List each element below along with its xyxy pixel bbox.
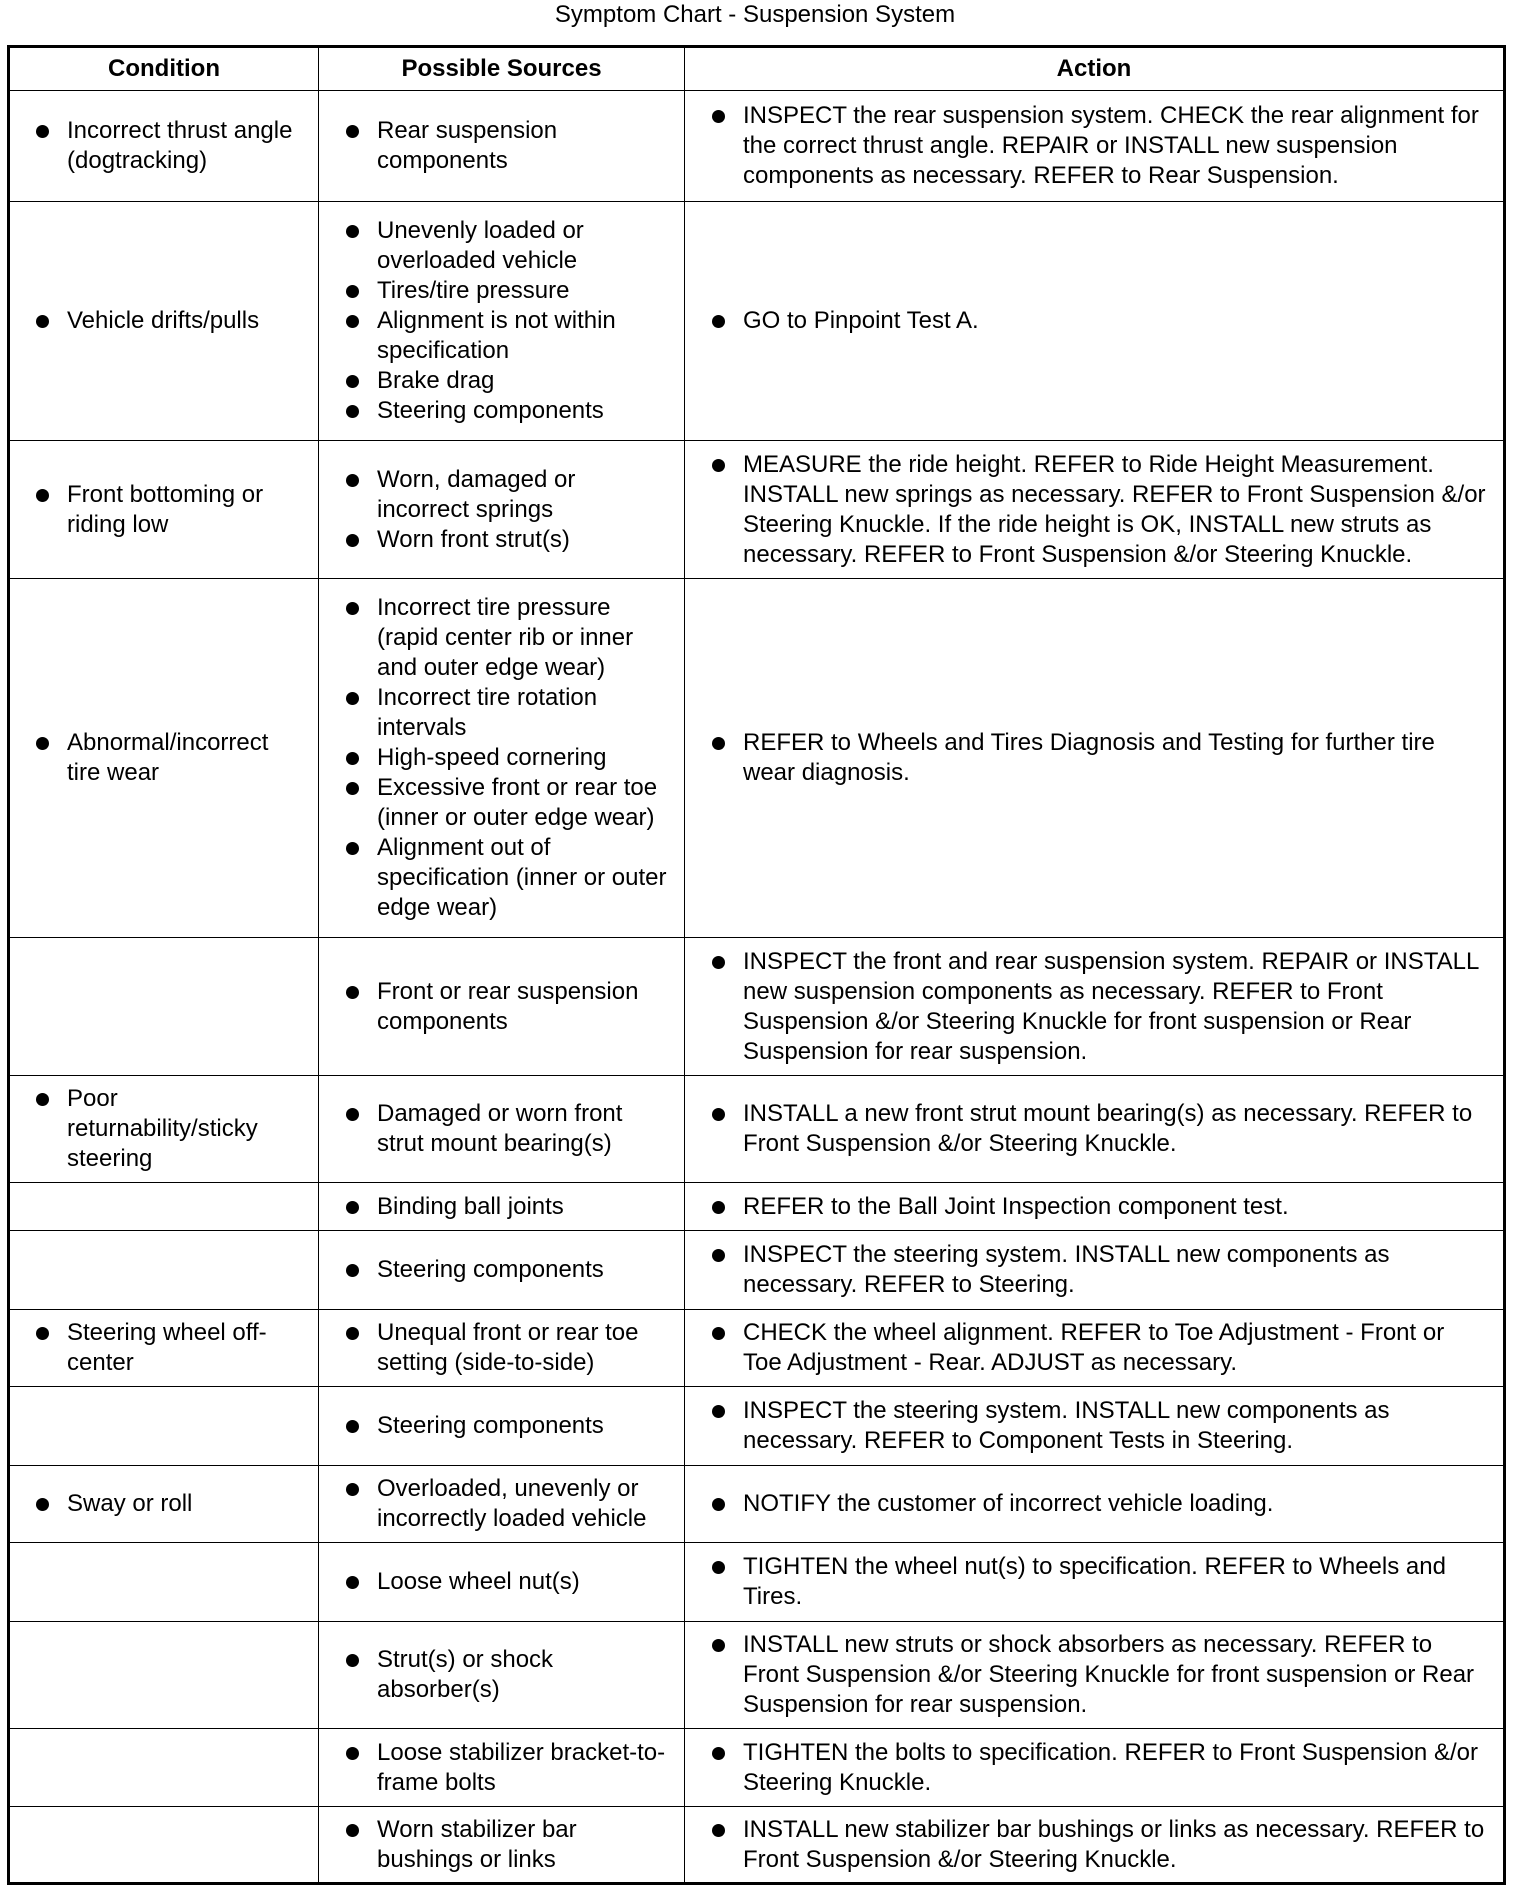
sources-cell [319,1183,685,1231]
action-text: CHECK the wheel alignment. REFER to Toe Adjustment - Front or Toe Adjustment - Rear. ADJUST as necessary. [685,1318,1489,1378]
condition-cell [9,1729,319,1807]
condition-text: Poor returnability/sticky steering [10,1084,304,1174]
header-possible-sources: Possible Sources [319,47,685,91]
condition-cell [9,1183,319,1231]
source-item: Unevenly loaded or overloaded vehicle [319,216,670,276]
action-cell [685,938,1505,1076]
action-text: NOTIFY the customer of incorrect vehicle loading. [685,1489,1489,1519]
sources-cell [319,202,685,441]
condition-text: Abnormal/incorrect tire wear [10,728,304,788]
sources-cell [319,1622,685,1729]
table-row [9,579,1505,938]
source-item: Steering components [319,1255,670,1285]
table-row [9,1729,1505,1807]
source-item: Worn front strut(s) [319,525,670,555]
condition-cell [9,1231,319,1310]
source-item: Damaged or worn front strut mount bearing(s) [319,1099,670,1159]
action-text: INSPECT the front and rear suspension system. REPAIR or INSTALL new suspension components as necessary. REFER to Front Suspension &/or Steering Knuckle for front suspension or Rear Suspension for rear suspension. [685,947,1489,1067]
action-text: TIGHTEN the bolts to specification. REFER to Front Suspension &/or Steering Knuckle. [685,1738,1489,1798]
action-cell [685,1310,1505,1387]
source-item: Tires/tire pressure [319,276,670,306]
source-item: Incorrect tire pressure (rapid center rib or inner and outer edge wear) [319,593,670,683]
condition-cell [9,938,319,1076]
action-text: INSPECT the steering system. INSTALL new components as necessary. REFER to Steering. [685,1240,1489,1300]
source-item: Alignment is not within specification [319,306,670,366]
action-cell [685,1543,1505,1622]
source-item: Loose stabilizer bracket-to-frame bolts [319,1738,670,1798]
action-cell [685,1466,1505,1543]
table-row [9,202,1505,441]
condition-text: Sway or roll [10,1489,304,1519]
condition-text: Incorrect thrust angle (dogtracking) [10,116,304,176]
table-row [9,1183,1505,1231]
condition-cell [9,579,319,938]
source-item: Binding ball joints [319,1192,670,1222]
action-cell [685,1183,1505,1231]
action-text: REFER to Wheels and Tires Diagnosis and Testing for further tire wear diagnosis. [685,728,1489,788]
sources-cell [319,1543,685,1622]
action-text: INSPECT the rear suspension system. CHECK the rear alignment for the correct thrust angle. REPAIR or INSTALL new suspension components as necessary. REFER to Rear Suspension. [685,101,1489,191]
table-row [9,441,1505,579]
source-item: Overloaded, unevenly or incorrectly loaded vehicle [319,1474,670,1534]
header-action: Action [685,47,1505,91]
source-item: Alignment out of specification (inner or outer edge wear) [319,833,670,923]
sources-cell [319,1466,685,1543]
condition-cell [9,1076,319,1183]
action-text: MEASURE the ride height. REFER to Ride Height Measurement. INSTALL new springs as necessary. REFER to Front Suspension &/or Steering Knuckle. If the ride height is OK, INSTALL new struts as necessary. REFER to Front Suspension &/or Steering Knuckle. [685,450,1489,570]
action-cell [685,441,1505,579]
source-item: Brake drag [319,366,670,396]
action-cell [685,1387,1505,1466]
sources-cell [319,1231,685,1310]
condition-cell [9,1466,319,1543]
header-condition: Condition [9,47,319,91]
action-cell [685,1231,1505,1310]
table-row [9,1310,1505,1387]
condition-text: Front bottoming or riding low [10,480,304,540]
source-item: Unequal front or rear toe setting (side-to-side) [319,1318,670,1378]
condition-cell [9,1807,319,1884]
sources-cell [319,1387,685,1466]
source-item: Worn stabilizer bar bushings or links [319,1815,670,1875]
condition-cell [9,1310,319,1387]
source-item: Worn, damaged or incorrect springs [319,465,670,525]
sources-cell [319,938,685,1076]
condition-text: Vehicle drifts/pulls [10,306,304,336]
action-cell [685,1807,1505,1884]
chart-title: Symptom Chart - Suspension System [554,1,956,28]
table-row [9,1622,1505,1729]
sources-cell [319,1076,685,1183]
source-item: Incorrect tire rotation intervals [319,683,670,743]
source-item: Steering components [319,1411,670,1441]
source-item: High-speed cornering [319,743,670,773]
table-row [9,91,1505,202]
sources-cell [319,1807,685,1884]
action-cell [685,1729,1505,1807]
table-row [9,1807,1505,1884]
symptom-chart-table [7,45,1506,1885]
condition-text: Steering wheel off-center [10,1318,304,1378]
table-row [9,1543,1505,1622]
sources-cell [319,91,685,202]
condition-cell [9,202,319,441]
sources-cell [319,579,685,938]
condition-cell [9,91,319,202]
action-text: REFER to the Ball Joint Inspection component test. [685,1192,1489,1222]
sources-cell [319,1310,685,1387]
action-text: TIGHTEN the wheel nut(s) to specification. REFER to Wheels and Tires. [685,1552,1489,1612]
table-row [9,1387,1505,1466]
source-item: Front or rear suspension components [319,977,670,1037]
source-item: Rear suspension components [319,116,670,176]
source-item: Steering components [319,396,670,426]
source-item: Strut(s) or shock absorber(s) [319,1645,670,1705]
action-text: GO to Pinpoint Test A. [685,306,1489,336]
condition-cell [9,1543,319,1622]
action-text: INSTALL new stabilizer bar bushings or links as necessary. REFER to Front Suspension &/or Steering Knuckle. [685,1815,1489,1875]
source-item: Loose wheel nut(s) [319,1567,670,1597]
action-cell [685,1076,1505,1183]
source-item: Excessive front or rear toe (inner or outer edge wear) [319,773,670,833]
condition-cell [9,1387,319,1466]
action-cell [685,579,1505,938]
action-cell [685,202,1505,441]
action-text: INSPECT the steering system. INSTALL new components as necessary. REFER to Component Tests in Steering. [685,1396,1489,1456]
action-text: INSTALL a new front strut mount bearing(s) as necessary. REFER to Front Suspension &/or Steering Knuckle. [685,1099,1489,1159]
action-text: INSTALL new struts or shock absorbers as necessary. REFER to Front Suspension &/or Steering Knuckle for front suspension or Rear Suspension for rear suspension. [685,1630,1489,1720]
table-row [9,938,1505,1076]
action-cell [685,91,1505,202]
table-row [9,1231,1505,1310]
sources-cell [319,441,685,579]
sources-cell [319,1729,685,1807]
action-cell [685,1622,1505,1729]
table-row [9,1466,1505,1543]
condition-cell [9,441,319,579]
table-row [9,1076,1505,1183]
header-row [9,47,1505,91]
condition-cell [9,1622,319,1729]
